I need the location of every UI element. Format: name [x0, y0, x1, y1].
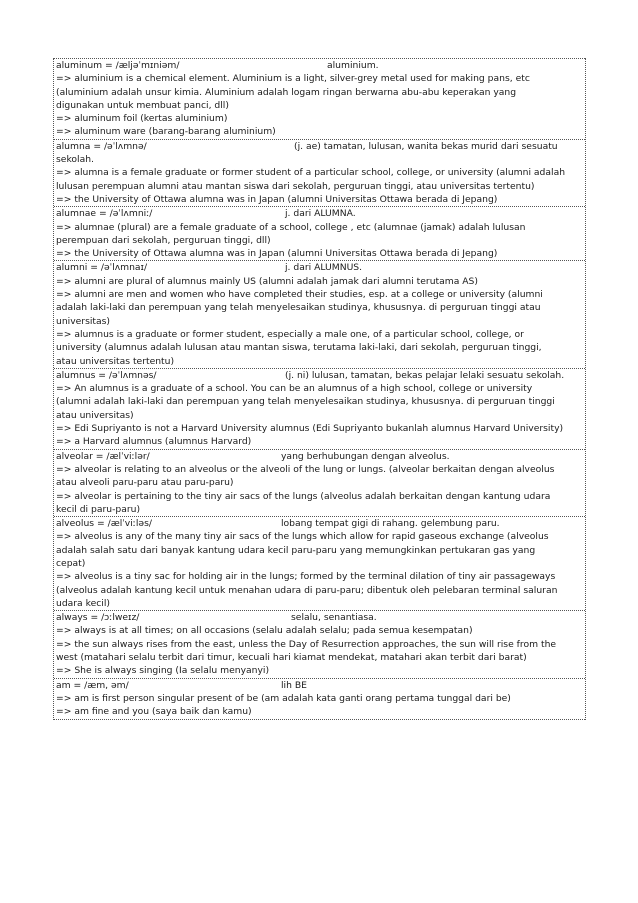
entry-translation: aluminium.	[327, 60, 379, 71]
entry-line: lulusan perempuan alumni atau mantan siswa dari sekolah, perguruan tinggi, atau universitas tertentu)	[56, 180, 535, 192]
entry-line: => the sun always rises from the east, unless the Day of Resurrection approaches, the sun will rise from the	[56, 638, 557, 650]
entry-line: => always is at all times; on all occasions (selalu adalah selalu; pada semua kesempatan)	[56, 625, 473, 637]
entry-line: => An alumnus is a graduate of a school. You can be an alumnus of a high school, college or university	[56, 383, 533, 395]
entry-term: always = /ɔːlweɪz/	[56, 612, 140, 624]
entry-term: am = /æm, əm/	[56, 679, 129, 691]
entry-line: west (matahari selalu terbit dari timur, kecuali hari kiamat mendekat, matahari akan terbit dari barat)	[56, 652, 527, 664]
entry-line: => the University of Ottawa alumna was in Japan (alumni Universitas Ottawa berada di Jepang)	[56, 193, 498, 205]
entry-line: => alveolar is relating to an alveolus or the alveoli of the lung or lungs. (alveolar berkaitan dengan alveolus	[56, 463, 555, 475]
entry-line: => Edi Supriyanto is not a Harvard University alumnus (Edi Supriyanto bukanlah alumnus Harvard University)	[56, 423, 564, 435]
dictionary-entry	[54, 260, 585, 367]
entry-header	[54, 207, 585, 220]
entry-line: => alumni are plural of alumnus mainly US (alumni adalah jamak dari alumni terutama AS)	[56, 275, 478, 287]
entry-line: cepat)	[56, 557, 86, 569]
entry-line: => alveolus is a tiny sac for holding air in the lungs; formed by the terminal dilation of tiny air passageways	[56, 571, 556, 583]
entry-line: (alveolus adalah kantung kecil untuk menahan udara di paru-paru; dibentuk oleh pelebaran terminal saluran	[56, 584, 558, 596]
entry-translation: lih BE	[281, 679, 307, 691]
entry-term: alveolar = /ælˈviːlər/	[56, 450, 150, 462]
entry-line: => aluminum ware (barang-barang aluminium)	[56, 126, 276, 138]
entry-translation: (j. ae) tamatan, lulusan, wanita bekas murid dari sesuatu	[294, 140, 558, 152]
entry-translation: yang berhubungan dengan alveolus.	[281, 450, 450, 462]
entry-line: udara kecil)	[56, 597, 110, 609]
entry-line: adalah salah satu dari banyak kantung udara kecil paru-paru yang memungkinkan pertukaran gas yang	[56, 544, 536, 556]
entry-header	[54, 59, 585, 72]
entry-line: universitas)	[56, 315, 111, 327]
dictionary-entry	[54, 206, 585, 260]
dictionary-entry	[54, 678, 585, 720]
dictionary-entry	[54, 58, 585, 139]
entry-header	[54, 261, 585, 274]
dictionary-entry	[54, 516, 585, 610]
entry-line: => alveolar is pertaining to the tiny air sacs of the lungs (alveolus adalah berkaitan dengan kantung udara	[56, 490, 551, 502]
entry-line: => aluminum foil (kertas aluminium)	[56, 113, 228, 125]
entry-line: => She is always singing (Ia selalu menyanyi)	[56, 665, 270, 677]
entry-line: perempuan dari sekolah, perguruan tinggi, dll)	[56, 234, 271, 246]
entry-line: sekolah.	[56, 154, 94, 166]
dictionary-entry	[54, 610, 585, 677]
entry-line: => alveolus is any of the many tiny air sacs of the lungs which allow for rapid gaseous exchange (alveolus	[56, 531, 549, 543]
entry-term: alumni = /əˈlʌmnaɪ/	[56, 262, 148, 274]
entry-translation: lobang tempat gigi di rahang. gelembung paru.	[281, 518, 500, 530]
entry-line: atau universitas tertentu)	[56, 355, 175, 367]
entry-header	[54, 450, 585, 463]
dictionary-entry	[54, 449, 585, 516]
entry-line: => alumni are men and women who have completed their studies, esp. at a college or university (alumni	[56, 289, 543, 301]
entry-term: alveolus = /ælˈviːləs/	[56, 518, 152, 530]
entry-line: => alumnae (plural) are a female graduate of a school, college , etc (alumnae (jamak) adalah lulusan	[56, 221, 526, 233]
entry-line: kecil di paru-paru)	[56, 503, 141, 515]
entry-line: atau universitas)	[56, 409, 134, 421]
entry-header	[54, 517, 585, 530]
entry-line: (aluminium adalah unsur kimia. Aluminium adalah logam ringan berwarna abu-abu keperakan yang	[56, 86, 517, 98]
entry-line: => aluminium is a chemical element. Aluminium is a light, silver-grey metal used for making pans, etc	[56, 73, 530, 85]
entry-translation: j. dari ALUMNA.	[285, 208, 356, 220]
dictionary-entry	[54, 368, 585, 449]
entry-line: (alumni adalah laki-laki dan perempuan yang telah menyelesaikan studinya, khususnya. di perguruan tinggi	[56, 396, 555, 408]
dictionary-table	[53, 58, 586, 720]
entry-line: => the University of Ottawa alumna was in Japan (alumni Universitas Ottawa berada di Jepang)	[56, 248, 498, 260]
entry-term: alumnae = /əˈlʌmniː/	[56, 208, 153, 220]
entry-line: => am is first person singular present of be (am adalah kata ganti orang pertama tunggal dari be)	[56, 692, 511, 704]
entry-translation: j. dari ALUMNUS.	[285, 262, 363, 274]
dictionary-entry	[54, 139, 585, 206]
entry-line: atau alveoli paru-paru atau paru-paru)	[56, 477, 234, 489]
entry-line: => am fine and you (saya baik dan kamu)	[56, 706, 252, 718]
entry-header	[54, 679, 585, 692]
entry-line: => alumnus is a graduate or former student, especially a male one, of a particular school, college, or	[56, 328, 524, 340]
entry-line: university (alumnus adalah lulusan atau mantan siswa, terutama laki-laki, dari sekolah, perguruan tinggi,	[56, 342, 542, 354]
entry-line: digunakan untuk membuat panci, dll)	[56, 99, 229, 111]
entry-term: alumna = /əˈlʌmnə/	[56, 140, 147, 152]
entry-header	[54, 611, 585, 624]
entry-line: => alumna is a female graduate or former student of a particular school, college, or university (alumni adalah	[56, 167, 566, 179]
entry-header	[54, 140, 585, 153]
entry-line: adalah laki-laki dan perempuan yang telah menyelesaikan studinya, khususnya. di perguruan tinggi atau	[56, 302, 541, 314]
entry-header	[54, 369, 585, 382]
entry-translation: (j. ni) lulusan, tamatan, bekas pelajar lelaki sesuatu sekolah.	[285, 369, 565, 381]
entry-translation: selalu, senantiasa.	[291, 612, 377, 624]
entry-term: alumnus = /əˈlʌmnəs/	[56, 369, 157, 381]
entry-line: => a Harvard alumnus (alumnus Harvard)	[56, 436, 252, 448]
entry-term: aluminum = /æljəˈmɪniəm/	[56, 60, 180, 71]
